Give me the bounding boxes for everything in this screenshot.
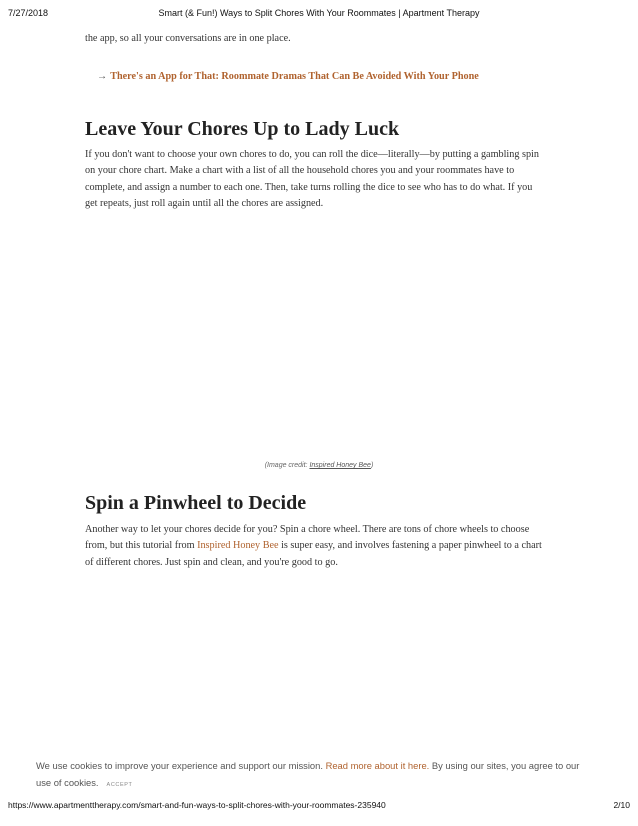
print-page-title: Smart (& Fun!) Ways to Split Chores With Your Roommates | Apartment Therapy bbox=[158, 8, 480, 18]
related-article-link[interactable] bbox=[97, 71, 479, 82]
print-page-number: 2/10 bbox=[613, 800, 630, 810]
caption-suffix: ) bbox=[370, 462, 374, 469]
cookie-text-start: We use cookies to improve your experience and support our mission. bbox=[36, 760, 326, 771]
print-url: https://www.apartmenttherapy.com/smart-and-fun-ways-to-split-chores-with-your-roommates-235940 bbox=[8, 800, 386, 810]
print-header bbox=[8, 8, 630, 22]
cookie-accept-button[interactable]: ACCEPT bbox=[106, 782, 133, 788]
caption-credit-link[interactable]: Inspired Honey Bee bbox=[309, 462, 371, 469]
related-article-label: There's an App for That: Roommate Dramas That Can Be Avoided With Your Phone bbox=[110, 71, 479, 82]
print-date: 7/27/2018 bbox=[8, 8, 49, 18]
inspired-honey-bee-link[interactable]: Inspired Honey Bee bbox=[197, 540, 279, 552]
article-image-placeholder bbox=[85, 585, 543, 745]
arrow-icon: → bbox=[97, 71, 108, 82]
print-footer bbox=[8, 800, 630, 814]
section-heading-lady-luck: Leave Your Chores Up to Lady Luck bbox=[85, 118, 400, 140]
image-caption bbox=[0, 462, 638, 469]
section-body-pinwheel bbox=[85, 522, 543, 571]
section-heading-pinwheel: Spin a Pinwheel to Decide bbox=[85, 492, 307, 514]
article-image-placeholder bbox=[85, 222, 543, 456]
caption-prefix: (Image credit: bbox=[264, 462, 310, 469]
cookie-text-end: By using our sites, you agree to our use of cookies. bbox=[36, 760, 580, 788]
cookie-banner bbox=[0, 748, 638, 796]
pinwheel-body-end: is super easy, and involves fastening a paper pinwheel to a chart of different chores. Just spin and clean, and you're good to go. bbox=[85, 540, 542, 568]
pinwheel-body-start: Another way to let your chores decide for you? Spin a chore wheel. There are tons of chore wheels to choose from, but this tutorial from bbox=[85, 524, 530, 552]
intro-paragraph: the app, so all your conversations are in one place. bbox=[85, 33, 291, 44]
cookie-read-more-link[interactable]: Read more about it here. bbox=[325, 760, 430, 771]
section-body-lady-luck: If you don't want to choose your own chores to do, you can roll the dice—literally—by putting a gambling spin on your chore chart. Make a chart with a list of all the household chores you and your roommates have to complete, and assign a number to each one. Then, take turns rolling the dice to see who has to do what. If you get repeats, just roll again until all the chores are assigned. bbox=[85, 149, 539, 209]
cookie-banner-text bbox=[36, 757, 596, 794]
